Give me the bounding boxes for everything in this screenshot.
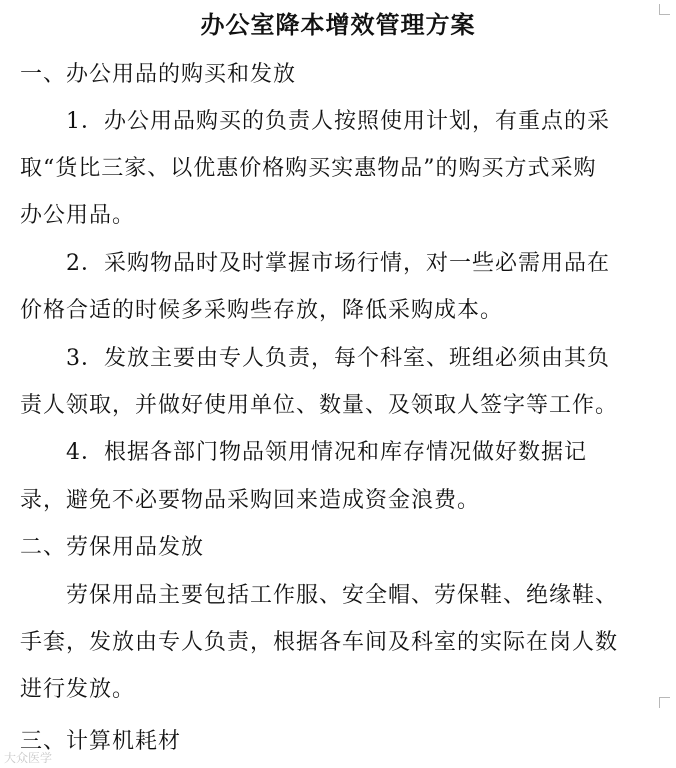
paragraph-line: 4．根据各部门物品领用情况和库存情况做好数据记 <box>66 440 587 465</box>
paragraph-line: 责人领取，并做好使用单位、数量、及领取人签字等工作。 <box>20 393 619 418</box>
watermark-logo: 大众医学 <box>4 751 53 765</box>
paragraph-line: 手套，发放由专人负责，根据各车间及科室的实际在岗人数 <box>20 630 619 655</box>
document-title: 办公室降本增效管理方案 <box>200 10 476 39</box>
section-heading-labor-supplies: 二、劳保用品发放 <box>20 535 205 560</box>
page-corner-mark-bottom <box>659 697 670 708</box>
paragraph-line: 价格合适的时候多采购些存放，降低采购成本。 <box>20 298 504 323</box>
paragraph-line: 劳保用品主要包括工作服、安全帽、劳保鞋、绝缘鞋、 <box>66 583 619 608</box>
paragraph-line: 取“货比三家、以优惠价格购买实惠物品”的购买方式采购 <box>20 156 597 181</box>
paragraph-line: 录，避免不必要物品采购回来造成资金浪费。 <box>20 488 481 513</box>
section-heading-office-supplies: 一、办公用品的购买和发放 <box>20 62 297 87</box>
paragraph-line: 进行发放。 <box>20 677 136 702</box>
section-heading-computer-consumables: 三、计算机耗材 <box>20 729 182 754</box>
paragraph-line: 2．采购物品时及时掌握市场行情，对一些必需用品在 <box>66 251 610 276</box>
paragraph-line: 3．发放主要由专人负责，每个科室、班组必须由其负 <box>66 346 610 371</box>
paragraph-line: 办公用品。 <box>20 203 136 228</box>
paragraph-line: 1．办公用品购买的负责人按照使用计划，有重点的采 <box>66 109 610 134</box>
